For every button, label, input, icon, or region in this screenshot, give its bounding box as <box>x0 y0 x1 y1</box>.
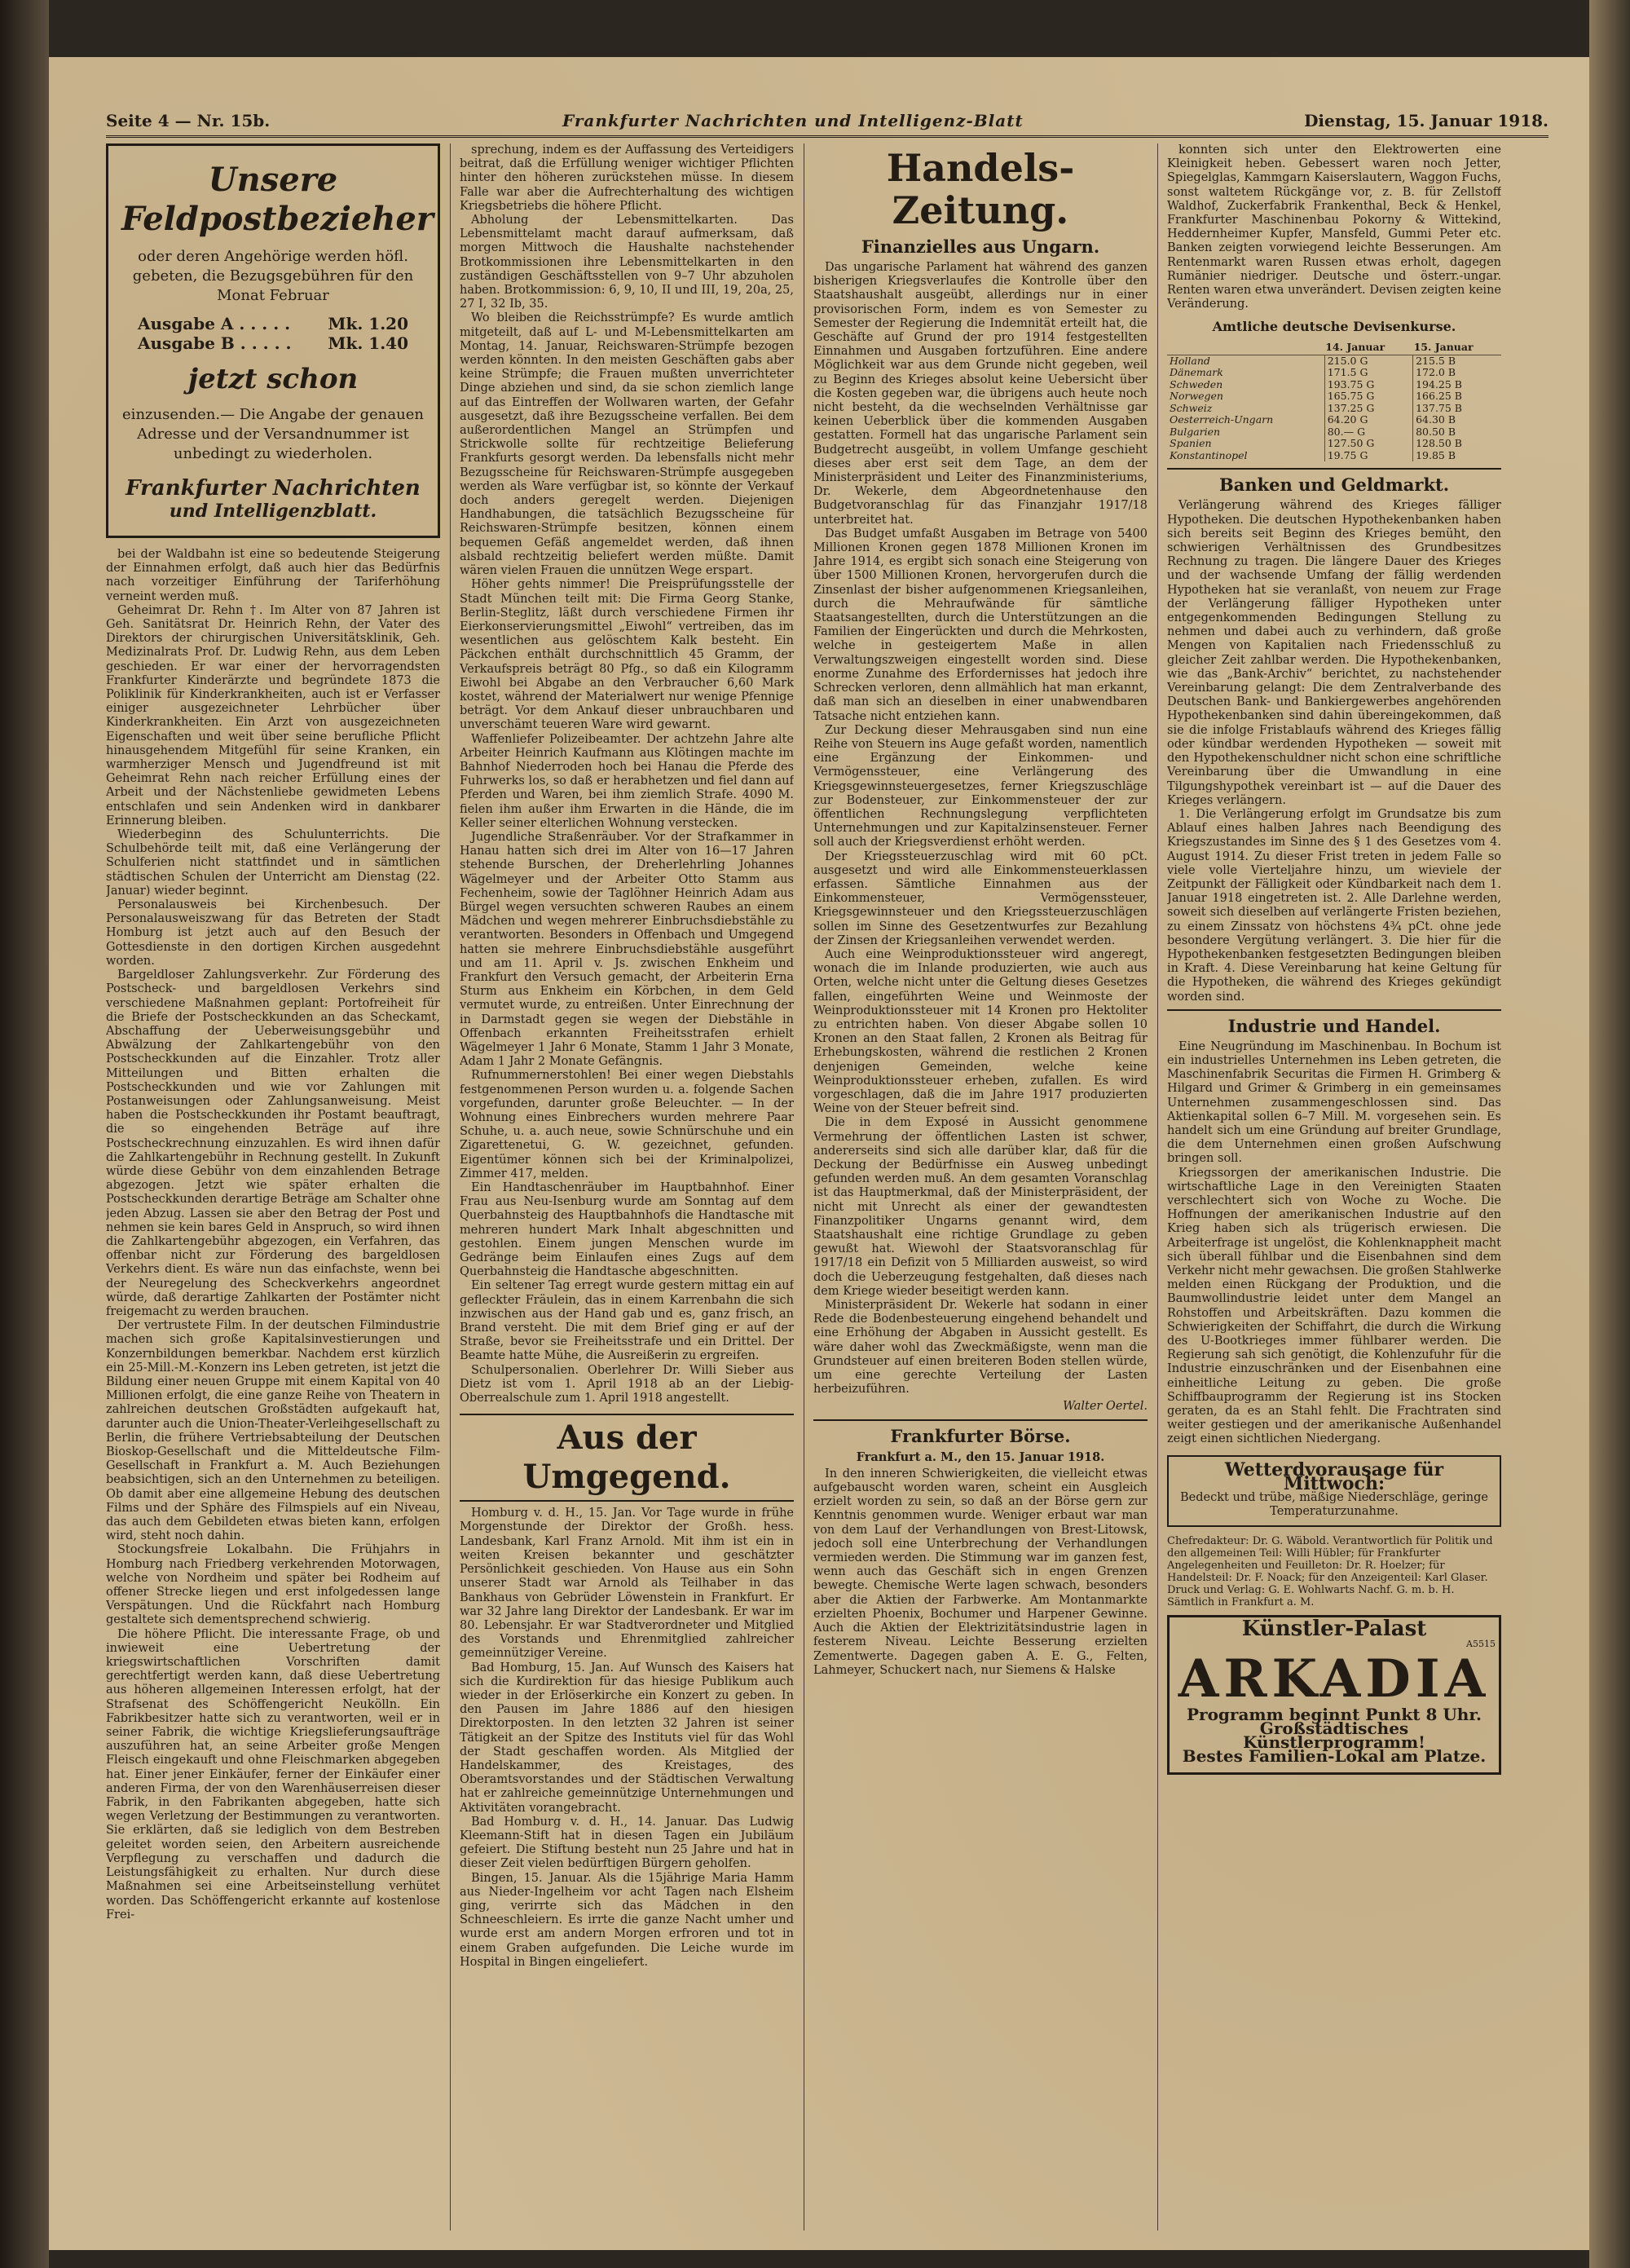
table-row <box>1167 355 1501 367</box>
page-number: Seite 4 — Nr. 15b. <box>106 111 271 130</box>
imprint: Chefredakteur: Dr. G. Wäbold. Verantwortlich für Politik und den allgemeinen Teil: Willi Hübler; für Frankfurter Angelegenheiten und Feuilleton: Dr. R. Hoelzer; für Handelsteil: Dr. F. Noack; für den Anzeigenteil: Karl Glaser. Druck und Verlag: G. E. Wohlwarts Nachf. G. m. b. H. Sämtlich in Frankfurt a. M. <box>1167 1535 1493 1609</box>
article-paragraph: Das Budget umfaßt Ausgaben im Betrage von 5400 Millionen Kronen gegen 1878 Millionen Kronen im Jahre 1914, es ergibt sich sonach eine Steigerung von über 1500 Millionen Kronen, hervorgerufen durch die Zinsenlast der bisher aufgenommenen Kriegsanleihen, durch die Mehraufwände für sämtliche Staatsangestellten, durch die Unterstützungen an die Familien der Eingerückten und durch die Mehrkosten, welche in gesteigertem Maße in allen Verwaltungszweigen eingestellt worden sind. Diese enorme Zunahme des Erfordernisses hat jedoch ihre Schrecken verloren, denn allmählich hat man erkannt, daß man sich an dieselben in einer unabwendbaren Tatsache nicht entziehen kann. <box>813 527 1148 723</box>
ad-row-a <box>121 314 425 333</box>
article-paragraph: Wo bleiben die Reichsstrümpfe? Es wurde amtlich mitgeteilt, daß auf L- und M-Lebensmittelkarten am Montag, 14. Januar, Reichswaren-Strümpfe bezogen werden könnten. In den meisten Geschäften gabs aber keine Strümpfe; die Frauen mußten unverrichteter Dinge abziehen und sind, da sie schon ziemlich lange auf das Eintreffen der Wollwaren warten, der Gefahr ausgesetzt, daß ihre Bezugsscheine verfallen. Bei dem außerordentlichen Mangel an Strümpfen und Strickwolle sollte für rechtzeitige Belieferung Frankfurts gesorgt werden. Da lebensfalls nicht mehr Bezugsscheine für Reichswaren-Strümpfe ausgegeben werden als Ware verfügbar ist, so könnte der Verkauf doch anders geregelt werden. Diejenigen Handhabungen, die tatsächlich Bezugsscheine für Reichswaren-Strümpfe besitzen, können einem bequemen Gefäß angemeldet werden, daß ihnen alsbald rechtzeitig beliefert werden müßte. Damit wären vielen Frauen die unnützen Wege erspart. <box>460 311 794 578</box>
article-paragraph: Waffenliefer Polizeibeamter. Der achtzehn Jahre alte Arbeiter Heinrich Kaufmann aus Klötingen machte im Bahnhof Niederroden hoch bei Hanau die Pferde des Fuhrwerks los, so daß er herabhetzen und fiel dann auf Pferden und Waren, bei ihm ziemlich Strafe. 4090 M. fielen ihm außer ihm Erwarten in die Hände, die im Keller seiner elterlichen Wohnung verstecken. <box>460 732 794 830</box>
table-cell: 166.25 B <box>1413 391 1501 403</box>
table-cell: 137.75 B <box>1413 403 1501 415</box>
table-cell: 64.30 B <box>1413 414 1501 426</box>
table-cell: Dänemark <box>1170 366 1223 379</box>
table-cell: 215.5 B <box>1413 355 1501 367</box>
arkadia-advertisement <box>1167 1615 1501 1774</box>
section-title-handels-zeitung: Handels-Zeitung. <box>886 146 1075 232</box>
article-paragraph: konnten sich unter den Elektrowerten eine Kleinigkeit heben. Gebessert waren noch Jetter, Spiegelglas, Kammgarn Kaiserslautern, Waggon Fuchs, sonst waltetem Rückgänge vor, z. B. für Zellstoff Waldhof, Zuckerfabrik Frankenthal, Beck & Henkel, Frankfurter Maschinenbau Pokorny & Wittekind, Heddernheimer Kupfer, Mansfeld, Gummi Peter etc. Banken zeigten vorwiegend leichte Besserungen. Am Rentenmarkt waren Russen etwas erholt, dagegen Rumänier niedriger. Deutsche und österr.-ungar. Renten waren etwa unverändert. Devisen zeigten keine Veränderung. <box>1167 143 1501 311</box>
author-signature: Walter Oertel. <box>1063 1400 1148 1414</box>
table-header-cell: 15. Januar <box>1413 341 1501 355</box>
article-paragraph: Bad Homburg v. d. H., 14. Januar. Das Ludwig Kleemann-Stift hat in diesen Tagen ein Jubiläum gefeiert. Die Stiftung besteht nun 25 Jahre und hat in dieser Zeit vielen bedürftigen Bürgern geholfen. <box>460 1815 794 1871</box>
article-paragraph: Höher gehts nimmer! Die Preisprüfungsstelle der Stadt München teilt mit: Die Firma Georg Stanke, Berlin-Steglitz, läßt durch verschiedene Firmen ihr Eierkonservierungsmittel „Eiwohl“ vertreiben, das im wesentlichen aus gelöschtem Kalk besteht. Ein Päckchen enthält durchschnittlich 45 Gramm, der Verkaufspreis beträgt 80 Pfg., so daß ein Kilogramm Eiwohl bei Abgabe an den Verbraucher 6,60 Mark kostet, während der Materialwert nur wenige Pfennige beträgt. Vor dem Ankauf dieser unbrauchbaren und unverschämt teueren Ware wird gewarnt. <box>460 578 794 732</box>
table-row <box>1167 438 1501 450</box>
article-paragraph: 1. Die Verlängerung erfolgt im Grundsatze bis zum Ablauf eines halben Jahres nach Beendigung des Kriegszustandes im Sinne des § 1 des Gesetzes vom 4. August 1914. Zu dieser Frist treten in jedem Falle so viele volle Vierteljahre hinzu, um wieviele der Zeitpunkt der Fälligkeit oder Kündbarkeit nach dem 1. Januar 1918 eingetreten ist. 2. Alle Darlehne werden, soweit sich dieselben auf verlängerte Fristen beziehen, zu einem Zinssatz von höchstens 4¾ pCt. ohne jede besondere Vergütung verlängert. 3. Die hier für die Hypothekenbanken festgesetzten Bedingungen bleiben in Kraft. 4. Diese Vereinbarung hat keine Geltung für die Hypotheken, die während des Krieges gekündigt worden sind. <box>1167 807 1501 1004</box>
table-header-cell <box>1167 341 1324 355</box>
article-paragraph: bei der Waldbahn ist eine so bedeutende Steigerung der Einnahmen erfolgt, daß auch hier das Bedürfnis nach vorzeitiger Einführung der Tariferhöhung verneint werden muß. <box>106 548 440 603</box>
table-cell: 137.25 G <box>1324 403 1412 415</box>
table-row <box>1167 379 1501 391</box>
table-cell: Oesterreich-Ungarn <box>1170 413 1274 426</box>
table-row <box>1167 391 1501 403</box>
arkadia-venue: Künstler-Palast <box>1241 1617 1427 1642</box>
table-cell: Spanien <box>1170 437 1212 450</box>
article-paragraph: Eine Neugründung im Maschinenbau. In Bochum ist ein industrielles Unternehmen ins Leben getreten, die Maschinenfabrik Securitas die Firmen H. Grimberg & Hilgard und Grimer & Grimberg in ein gemeinsames Unternehmen zusammengeschlossen sind. Das Aktienkapital sollen 6–7 Mill. M. vorgesehen sein. Es handelt sich um eine Gründung auf breiter Grundlage, die dem Unternehmen einen großen Aufschwung bringen soll. <box>1167 1039 1501 1166</box>
article-paragraph: Der vertrustete Film. In der deutschen Filmindustrie machen sich große Kapitalsinvestierungen und Konzernbildungen bemerkbar. Nachdem erst kürzlich ein 25-Mill.-M.-Konzern ins Leben getreten, ist jetzt die Bildung einer neuen Gruppe mit einem Kapital von 40 Millionen erfolgt, die eine ganze Reihe von Theatern in zahlreichen deutschen Großstädten aufgekauft hat, darunter auch die Union-Theater-Verleihgesellschaft zu Berlin, die frühere Vertriebsabteilung der Deutschen Bioskop-Gesellschaft und die Mitteldeutsche Film-Gesellschaft in Frankfurt a. M. Auch Beziehungen beabsichtigen, sich an den Unternehmen zu beteiligen. Ob damit aber eine allgemeine Hebung des deutschen Films und der Sphäre des Filmspiels auf ein Niveau, das auch dem Gebildeten etwas bieten kann, erfolgen wird, steht noch dahin. <box>106 1319 440 1543</box>
table-cell: 80.50 B <box>1413 426 1501 439</box>
newspaper-page <box>49 57 1589 2250</box>
ad-body-2: einzusenden.— Die Angabe der genauen Adresse und der Versandnummer ist unbedingt zu wiederholen. <box>122 406 424 462</box>
article-heading: Industrie und Handel. <box>1167 1009 1501 1037</box>
column-1 <box>106 143 440 2230</box>
article-paragraph: Wiederbeginn des Schulunterrichts. Die Schulbehörde teilt mit, daß eine Verlängerung der Schulferien nicht stattfindet und in sämtlichen städtischen Schulen der Unterricht am Dienstag (22. Januar) wieder beginnt. <box>106 828 440 898</box>
table-cell: Konstantinopel <box>1170 448 1248 461</box>
article-paragraph: Homburg v. d. H., 15. Jan. Vor Tage wurde in frühe Morgenstunde der Direktor der Großh. hess. Landesbank, Karl Franz Arnold. Mit ihm ist ein in weiten Kreisen bekannter und geschätzter Persönlichkeit geschieden. Von Hause aus ein Sohn unserer Stadt war Arnold als Teilhaber in das Bankhaus von Gebrüder Löwenstein in Frankfurt. Er war 32 Jahre lang Direktor der Landesbank. Er war im 80. Lebensjahr. Er war Stadtverordneter und Mitglied des Vorstands und Ehrenmitglied zahlreicher gemeinnütziger Vereine. <box>460 1507 794 1661</box>
table-row <box>1167 403 1501 415</box>
newspaper-name: Frankfurter Nachrichten und Intelligenz-Blatt <box>562 111 1024 130</box>
feldpost-advertisement <box>106 143 440 538</box>
article-paragraph: Jugendliche Straßenräuber. Vor der Strafkammer in Hanau hatten sich drei im Alter von 16—17 Jahren stehende Burschen, der Dreherlehrling Johannes Wägelmeyer und der Arbeiter Otto Stamm aus Fechenheim, sowie der Taglöhner Heinrich Adam aus Bürgel wegen versuchten schweren Raubes an einem Mädchen und wegen mehrerer Einbruchsdiebstähle zu verantworten. Besonders in Offenbach und Umgegend hatten sie mehrere Einbruchsdiebstähle ausgeführt und am 11. April v. Js. zwischen Enkheim und Frankfurt den Versuch gemacht, der Arbeiterin Erna Sturm aus Enkheim ein Körbchen, in dem Geld vermutet wurde, zu entreißen. Unter Einrechnung der in Darmstadt gegen sie wegen der Diebstähle in Offenbach erkannten Freiheitsstrafen erhielt Wägelmeyer 1 Jahr 6 Monate, Stamm 1 Jahr 3 Monate, Adam 1 Jahr 2 Monate Gefängnis. <box>460 830 794 1069</box>
ad-title-2: Feldpostbezieher <box>121 200 434 238</box>
weather-text: Bedeckt und trübe, mäßige Niederschläge, geringe Temperaturzunahme. <box>1180 1491 1488 1519</box>
table-cell: 165.75 G <box>1324 391 1412 403</box>
column-rule <box>450 143 451 2230</box>
ad-body-1: oder deren Angehörige werden höfl. gebeten, die Bezugsgebühren für den Monat Februar <box>132 248 414 304</box>
table-cell: Bulgarien <box>1170 425 1221 438</box>
table-cell: Holland <box>1170 354 1210 367</box>
article-paragraph: Ein seltener Tag erregt wurde gestern mittag ein auf gefleckter Fräulein, das in einem Karrenbahn die sich inzwischen aus der Hand gab und es, ganz frisch, an Brand versteht. Die mit dem Brief ging er auf der Straße, bevor sie Freiheitsstrafe und ein Drittel. Der Beamte hatte Mühe, die Ausreißerin zu ergreifen. <box>460 1279 794 1363</box>
ad-now: jetzt schon <box>187 363 359 395</box>
article-paragraph: Ministerpräsident Dr. Wekerle hat sodann in einer Rede die Bodenbesteuerung eingehend behandelt und eine Erhöhung der Abgaben in Aussicht gestellt. Es wäre daher wohl das Zweckmäßigste, wenn man die Grundsteuer auf einen breiteren Boden stellen würde, um eine gerechte Verteilung der Lasten herbeizuführen. <box>813 1299 1148 1397</box>
table-row <box>1167 414 1501 426</box>
table-cell: 193.75 G <box>1324 379 1412 391</box>
ad-row-b <box>121 333 425 353</box>
article-paragraph: Das ungarische Parlament hat während des ganzen bisherigen Kriegsverlaufes die Kontrolle über den Staatshaushalt ausgeübt, allerdings nur in einer provisorischen Form, indem es von Semester zu Semester der Regierung die Indemnität erteilt hat, die Geschäfte auf Grund der pro 1914 festgestellten Einnahmen und Ausgaben fortzuführen. Eine andere Möglichkeit war aus dem Grunde nicht gegeben, weil zu Beginn des Krieges absolut keine Uebersicht über die Kosten gegeben war, die übrigens auch heute noch nicht besteht, da die wechselnden Verhältnisse gar keinen Ueberblick über die kommenden Ausgaben gestatten. Formell hat das ungarische Parlament sein Budgetrecht ausgeübt, in vollem Umfange geschieht dieses aber erst seit dem Tage, an dem der Ministerpräsident und Leiter des Finanzministeriums, Dr. Wekerle, dem Abgeordnetenhause den Budgetvoranschlag für das Finanzjahr 1917/18 unterbreitet hat. <box>813 261 1148 527</box>
ad-row-b-label: Ausgabe B . . . . . <box>138 333 292 353</box>
table-cell: Schweiz <box>1170 401 1213 414</box>
table-cell: Schweden <box>1170 377 1223 391</box>
article-paragraph: sprechung, indem es der Auffassung des Verteidigers beitrat, daß die Erfüllung weniger wichtiger Pflichten hinter den höheren zurückstehen müsse. In diesem Falle war aber die Aufrechterhaltung des wichtigen Kriegsbetriebs die höhere Pflicht. <box>460 143 794 213</box>
article-paragraph: Schulpersonalien. Oberlehrer Dr. Willi Sieber aus Dietz ist vom 1. April 1918 ab an der Liebig-Oberrealschule zum 1. April 1918 angestellt. <box>460 1363 794 1405</box>
article-paragraph: Personalausweis bei Kirchenbesuch. Der Personalausweiszwang für das Betreten der Stadt Homburg ist jetzt auch auf den Besuch der Gottesdienste in den dortigen Kirchen ausgedehnt worden. <box>106 898 440 968</box>
column-3 <box>813 143 1148 2230</box>
page-edge <box>1589 0 1630 2268</box>
ad-publisher-2: und Intelligenzblatt. <box>169 501 377 522</box>
article-paragraph: Rufnummernerstohlen! Bei einer wegen Diebstahls festgenommenen Person wurden u. a. folgende Sachen vorgefunden, darunter große Beleuchter. — In der Wohnung eines Einbrechers wurden mehrere Paar Schuhe, u. a. auch neue, sowie Schnürschuhe und ein Zigarettenetui, G. W. gezeichnet, gefunden. Eigentümer können sich bei der Kriminalpolizei, Zimmer 417, melden. <box>460 1069 794 1180</box>
book-spine <box>0 0 49 2268</box>
arkadia-program: Programm beginnt Punkt 8 Uhr. <box>1187 1704 1482 1724</box>
ad-row-a-price: Mk. 1.20 <box>328 314 408 333</box>
table-cell: Norwegen <box>1170 390 1223 403</box>
section-title-umgegend: Aus der Umgegend. <box>460 1414 794 1502</box>
column-2 <box>460 143 794 2230</box>
table-cell: 215.0 G <box>1324 355 1412 367</box>
article-paragraph: Bingen, 15. Januar. Als die 15jährige Maria Hamm aus Nieder-Ingelheim vor acht Tagen nach Elsheim ging, verirrte sich das Mädchen in den Schneeschleiern. Es irrte die ganze Nacht umher und wurde erst am andern Morgen erfroren und tot in einem Graben aufgefunden. Die Leiche wurde im Hospital in Bingen eingeliefert. <box>460 1871 794 1969</box>
table-row <box>1167 367 1501 379</box>
table-header-cell: 14. Januar <box>1324 341 1412 355</box>
table-cell: 19.75 G <box>1324 450 1412 462</box>
table-cell: 172.0 B <box>1413 367 1501 379</box>
article-paragraph: Bad Homburg, 15. Jan. Auf Wunsch des Kaisers hat sich die Kurdirektion für das hiesige Publikum auch wieder in der Erlöserkirche ein Konzert zu geben. In den Pausen im Jahre 1886 auf den hiesigen Direktorposten. In den letzten 32 Jahren ist seiner Tätigkeit an der Spitze des Instituts viel für das Wohl der Stadt geschaffen worden. Als Mitglied der Handelskammer, des Kreistages, des Oberamtsvorstandes und der Städtischen Verwaltung hat er zahlreiche gemeinnützige Unternehmungen und Aktivitäten vorangebracht. <box>460 1661 794 1815</box>
table-row <box>1167 426 1501 439</box>
ad-title-1: Unsere <box>208 161 338 199</box>
arkadia-tagline: Großstädtisches Künstlerprogramm! <box>1243 1719 1425 1753</box>
article-paragraph: Stockungsfreie Lokalbahn. Die Frühjahrs in Homburg nach Friedberg verkehrenden Motorwagen, welche von Nordheim und später bei Rodheim auf offener Strecke liegen und erst infolgedessen lange Verspätungen. Und die Rückfahrt nach Homburg gestaltete sich dementsprechend schwierig. <box>106 1543 440 1627</box>
table-cell: 128.50 B <box>1413 438 1501 450</box>
arkadia-slogan: Bestes Familien-Lokal am Platze. <box>1182 1746 1487 1767</box>
article-paragraph: Zur Deckung dieser Mehrausgaben sind nun eine Reihe von Steuern ins Auge gefaßt worden, namentlich eine Ergänzung der Einkommen- und Vermögenssteuer, eine Verlängerung des Kriegsgewinnsteuergesetzes, ferner Kriegszuschläge zur Bodensteuer, zur Einkommensteuer der zur öffentlichen Rechnungslegung verpflichteten Unternehmungen und zur Kapitalzinsensteuer. Ferner soll auch der Kriegsverdienst erhöht werden. <box>813 723 1148 849</box>
arkadia-name: ARKADIA <box>1178 1648 1491 1710</box>
weather-forecast <box>1167 1455 1501 1528</box>
article-paragraph: Geheimrat Dr. Rehn †. Im Alter von 87 Jahren ist Geh. Sanitätsrat Dr. Heinrich Rehn, der Vater des Direktors der chirurgischen Universitätsklinik, Geh. Medizinalrats Prof. Dr. Ludwig Rehn, aus dem Leben geschieden. Er war einer der hervorragendsten Frankfurter Kinderärzte und begründete 1873 die Poliklinik für Kinderkrankheiten, auch ist er Verfasser einiger ausgezeichneter Lehrbücher über Kinderkrankheiten. Ein Arzt von ausgezeichneten Eigenschaften und weit über seine berufliche Pflicht hinausgehendem Mitgefühl für seine Kranken, ein warmherziger Mensch und Jugendfreund ist mit Geheimrat Rehn nach reicher Erfüllung eines der Arbeit und der Nächstenliebe gewidmeten Lebens entschlafen und sein Andenken wird in dankbarer Erinnerung bleiben. <box>106 603 440 827</box>
arkadia-code: A5515 <box>1466 1638 1496 1649</box>
dateline: Frankfurt a. M., den 15. Januar 1918. <box>856 1449 1105 1464</box>
article-heading: Finanzielles aus Ungarn. <box>861 236 1100 257</box>
table-row <box>1167 450 1501 462</box>
ad-row-a-label: Ausgabe A . . . . . <box>138 314 291 333</box>
column-4 <box>1167 143 1501 2230</box>
article-paragraph: In den inneren Schwierigkeiten, die vielleicht etwas aufgebauscht worden waren, scheint ein Ausgleich erzielt worden zu sein, so daß an der Börse gern zur Kenntnis genommen wurde. Weniger erbaut war man von dem Lauf der Verhandlungen von Brest-Litowsk, jedoch soll eine Unterbrechung der Verhandlungen vermieden werden. Die Stimmung war im ganzen fest, wenn auch das Geschäft sich in engen Grenzen bewegte. Chemische Werte lagen schwach, besonders aber die Aktien der Farbwerke. Am Montanmarkte erzielten Phoenix, Bochumer und Harpener Gewinne. Auch die Aktien der Elektrizitätsindustrie lagen in festerem Niveau. Leichte Besserung erzielten Zementwerte. Dagegen gaben A. E. G., Felten, Lahmeyer, Schuckert nach, nur Siemens & Halske <box>813 1467 1148 1677</box>
article-paragraph: Der Kriegssteuerzuschlag wird mit 60 pCt. ausgesetzt und wird alle Einkommensteuerklassen erfassen. Sämtliche Einnahmen aus der Einkommensteuer, Vermögenssteuer, Kriegsgewinnsteuer und den Kriegssteuerzuschlägen sollen im Sinne des Gesetzentwurfes zur Bezahlung der Zinsen der Kriegsanleihen verwendet werden. <box>813 849 1148 947</box>
table-cell: 80.— G <box>1324 426 1412 439</box>
article-paragraph: Bargeldloser Zahlungsverkehr. Zur Förderung des Postscheck- und bargeldlosen Verkehrs sind verschiedene Maßnahmen geplant: Portofreiheit für die Briefe der Postscheckkunden an das Scheckamt, Abschaffung der Ueberweisungsgebühr und Abwälzung der Zahlkartengebühr von den Postscheckkunden auf die Einzahler. Trotz aller Mitteilungen und Bitten erhalten die Postscheckkunden und wie vor Zahlungen mit Postanweisungen oder Zahlungsanweisung. Meist haben die Postscheckkunden ihr Postamt beauftragt, die so eingehenden Beträge auf ihre Postscheckrechnung einzuzahlen. Es wird ihnen dafür die Zahlkartengebühr in Rechnung gestellt. In Zukunft würde diese Gebühr von dem einzahlenden Betrage abgezogen. Jetzt wie später erhalten die Postscheckkunden derartige Beträge am Schalter ohne jeden Abzug. Lassen sie aber den Betrag der Post und nehmen sie kein bares Geld in Anspruch, so wird ihnen die Zahlkartengebühr abgezogen, ein Verfahren, das offenbar nicht zur Förderung des bargeldlosen Verkehrs dient. Es wäre nun das einfachste, wenn bei der Neuregelung des Scheckverkehrs angeordnet würde, daß derartige Zahlkarten der Postämter nicht freigemacht zu werden brauchen. <box>106 969 440 1318</box>
article-paragraph: Auch eine Weinproduktionssteuer wird angeregt, wonach die im Inlande produzierten, wie auch aus Orten, welche nicht unter die Geltung dieses Gesetzes fallen, eingeführten Weine und Weinmoste der Weinproduktionssteuer mit 14 Kronen pro Hektoliter zu entrichten haben. Von dieser Abgabe sollen 10 Kronen an den Staat fallen, 2 Kronen als Beitrag für Erhebungskosten, während die restlichen 2 Kronen denjenigen Gemeinden, welche keine Weinproduktionssteuer erheben, zufallen. Es wird vorgeschlagen, daß die im Jahre 1917 produzierten Weine von der Steuer befreit sind. <box>813 947 1148 1116</box>
ad-row-b-price: Mk. 1.40 <box>328 333 408 353</box>
exchange-rate-table <box>1167 341 1501 461</box>
article-paragraph: Ein Handtaschenräuber im Hauptbahnhof. Einer Frau aus Neu-Isenburg wurde am Sonntag auf dem Querbahnsteig des Hauptbahnhofs die Handtasche mit mehreren hundert Mark Inhalt abgeschnitten und gestohlen. Einem jungen Menschen wurde im Gedränge beim Einlaufen eines Zugs auf dem Querbahnsteig die Handtasche abgeschnitten. <box>460 1181 794 1279</box>
article-heading: Frankfurter Börse. <box>813 1419 1148 1447</box>
article-paragraph: Verlängerung während des Krieges fälliger Hypotheken. Die deutschen Hypothekenbanken haben sich bereits seit Beginn des Krieges bemüht, den schwierigen Verhältnissen des Grundbesitzes Rechnung zu tragen. Die längere Dauer des Krieges und der wachsende Umfang der fällig werdenden Hypotheken hat sie veranlaßt, von neuem zur Frage der Verlängerung fälliger Hypotheken unter entgegenkommenden Bedingungen Stellung zu nehmen und dabei auch zu verhindern, daß große Mengen von Kapitalien nach Friedensschluß zu gleicher Zeit zahlbar werden. Die Hypothekenbanken, wie das „Bank-Archiv“ berichtet, zu nachstehender Vereinbarung gelangt: Die dem Zentralverbande des Deutschen Bank- und Bankiergewerbes angehörenden Hypothekenbanken sind dahin übereingekommen, daß sie die infolge Fristablaufs während des Krieges fällig oder kündbar werdenden Hypotheken — soweit mit den Hypothekenschuldner nicht schon eine schriftliche Vereinbarung über die Umwandlung in eine Tilgungshypothek vereinbart ist — auf die Dauer des Krieges verlängern. <box>1167 499 1501 807</box>
table-title: Amtliche deutsche Devisenkurse. <box>1212 319 1456 335</box>
article-paragraph: Die höhere Pflicht. Die interessante Frage, ob und inwieweit eine Uebertretung der kriegswirtschaftlichen Vorschriften damit gerechtfertigt werden kann, daß diese Uebertretung aus höheren allgemeinen Interessen erfolgt, hat der Strafsenat des Schöffengericht Neukölln. Ein Fabrikbesitzer hatte sich zu verantworten, weil er in seiner Fabrik, die wichtige Kriegslieferungsaufträge auszuführen hat, an seine Arbeiter große Mengen Fleisch eingekauft und ohne Fleischmarken abgegeben hat. Einer jener Einkäufer, ferner der Einkäufer einer anderen Firma, der von den Warenhäuserreisen dieser Fabrik, in den Fabrikanten abgegeben, hatte sich wegen Verletzung der Bestimmungen zu verantworten. Sie erklärten, daß sie lediglich von dem Bestreben geleitet worden seien, den Arbeitern ausreichende Verpflegung zu verschaffen und dadurch die Leistungsfähigkeit zu erhalten. Nur durch diese Maßnahmen sei eine Arbeitseinstellung verhütet worden. Das Schöffengericht erkannte auf kostenlose Frei- <box>106 1627 440 1922</box>
weather-title: Wetterdvorausage für Mittwoch: <box>1224 1458 1444 1494</box>
issue-date: Dienstag, 15. Januar 1918. <box>1304 111 1548 130</box>
table-cell: 171.5 G <box>1324 367 1412 379</box>
table-cell: 64.20 G <box>1324 414 1412 426</box>
page-header <box>106 106 1548 138</box>
article-paragraph: Die in dem Exposé in Aussicht genommene Vermehrung der öffentlichen Lasten ist schwer, andererseits sind sich alle darüber klar, daß für die Deckung der Bedürfnisse ein Ausweg unbedingt gefunden werden muß. An dem gesamten Voranschlag ist das Hauptmerkmal, daß der Ministerpräsident, der nicht mit Unrecht als einer der gewandtesten Finanzpolitiker Ungarns genannt wird, dem Staatshaushalt eine richtige Grundlage zu geben gewußt hat. Wiewohl der Staatsvoranschlag für 1917/18 ein Defizit von 5 Milliarden ausweist, so wird doch die Ueberzeugung festgehalten, daß dieses nach dem Kriege wieder beseitigt werden kann. <box>813 1116 1148 1298</box>
article-paragraph: Abholung der Lebensmittelkarten. Das Lebensmittelamt macht darauf aufmerksam, daß morgen Mittwoch die Haushalte nachstehender Brotkommissionen ihre Lebensmittelkarten in den zuständigen Geschäftsstellen von 9–7 Uhr abzuholen haben. Brotkommission: 6, 9, 10, II und III, 19, 20a, 25, 27 I, 32 Ib, 35. <box>460 214 794 311</box>
table-cell: 194.25 B <box>1413 379 1501 391</box>
article-heading: Banken und Geldmarkt. <box>1167 468 1501 496</box>
table-cell: 127.50 G <box>1324 438 1412 450</box>
column-rule <box>1157 143 1158 2230</box>
ad-publisher-1: Frankfurter Nachrichten <box>126 476 421 501</box>
table-cell: 19.85 B <box>1413 450 1501 462</box>
article-paragraph: Kriegssorgen der amerikanischen Industrie. Die wirtschaftliche Lage in den Vereinigten Staaten verschlechtert sich von Woche zu Woche. Die Hoffnungen der amerikanischen Industrie auf den Krieg haben sich als trügerisch erwiesen. Die Arbeiterfrage ist ungelöst, die Kohlenknappheit macht sich überall fühlbar und die Eisenbahnen sind dem Verkehr nicht mehr gewachsen. Die großen Stahlwerke melden einen Rückgang der Produktion, und die Baumwollindustrie leidet unter dem Mangel an Rohstoffen und Arbeitskräften. Dazu kommen die Schwierigkeiten der Schiffahrt, die durch die Wirkung des U-Bootkrieges immer fühlbarer werden. Die Regierung sah sich genötigt, die Kohlenzufuhr für die Industrie einzuschränken und der Eisenbahnen eine einheitliche Leitung zu geben. Die große Schiffbauprogramm der Regierung ist ins Stocken geraten, da es an Stahl fehlt. Die Frachtraten sind weiter gestiegen und der amerikanische Außenhandel zeigt einen sichtlichen Niedergang. <box>1167 1166 1501 1446</box>
